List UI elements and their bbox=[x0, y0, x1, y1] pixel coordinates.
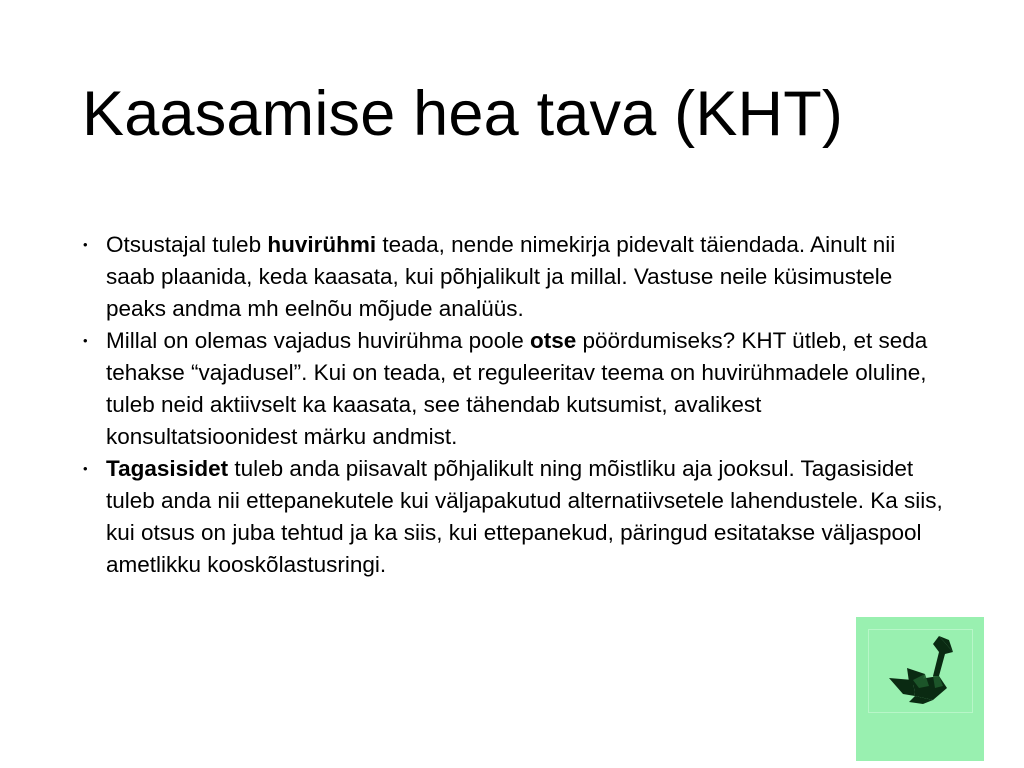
bullet-item bbox=[80, 453, 950, 581]
bullet-list bbox=[80, 229, 950, 581]
bullet-text-segment: Otsustajal tuleb bbox=[106, 232, 268, 257]
bullet-text bbox=[106, 328, 927, 449]
bullet-dot: • bbox=[83, 461, 88, 476]
bullet-dot: • bbox=[83, 333, 88, 348]
bullet-text-bold: Tagasisidet bbox=[106, 456, 229, 481]
bullet-text bbox=[106, 232, 895, 321]
bullet-text-segment: tuleb anda piisavalt põhjalikult ning mõistliku aja jooksul. Tagasisidet tuleb anda nii ettepanekutele kui väljapakutud alternatiivsetele lahendustele. Ka siis, kui otsus on juba tehtud ja ka siis, kui ettepanekud, päringud esitatakse väljaspool ametlikku kooskõlastusringi. bbox=[106, 456, 943, 577]
bullet-dot: • bbox=[83, 237, 88, 252]
bullet-text-bold: huvirühmi bbox=[267, 232, 377, 257]
bullet-item bbox=[80, 325, 950, 453]
bullet-text bbox=[106, 456, 943, 577]
logo-panel bbox=[856, 617, 984, 761]
swan-origami-icon bbox=[869, 630, 972, 712]
bullet-item bbox=[80, 229, 950, 325]
slide-title: Kaasamise hea tava (KHT) bbox=[82, 79, 844, 149]
bullet-text-bold: otse bbox=[529, 328, 577, 353]
logo-frame bbox=[868, 629, 973, 713]
bullet-text-segment: Millal on olemas vajadus huvirühma poole bbox=[106, 328, 530, 353]
bullet-text-segment: teada, nende nimekirja pidevalt täiendada. Ainult nii saab plaanida, keda kaasata, kui põhjalikult ja millal. Vastuse neile küsimustele peaks andma mh eelnõu mõjude analüüs. bbox=[106, 232, 896, 321]
bullet-text-segment: pöördumiseks? KHT ütleb, et seda tehakse “vajadusel”. Kui on teada, et reguleeritav teema on huvirühmadele oluline, tuleb neid aktiivselt ka kaasata, see tähendab kutsumist, avalikest konsultatsioonidest märku andmist. bbox=[106, 328, 928, 449]
